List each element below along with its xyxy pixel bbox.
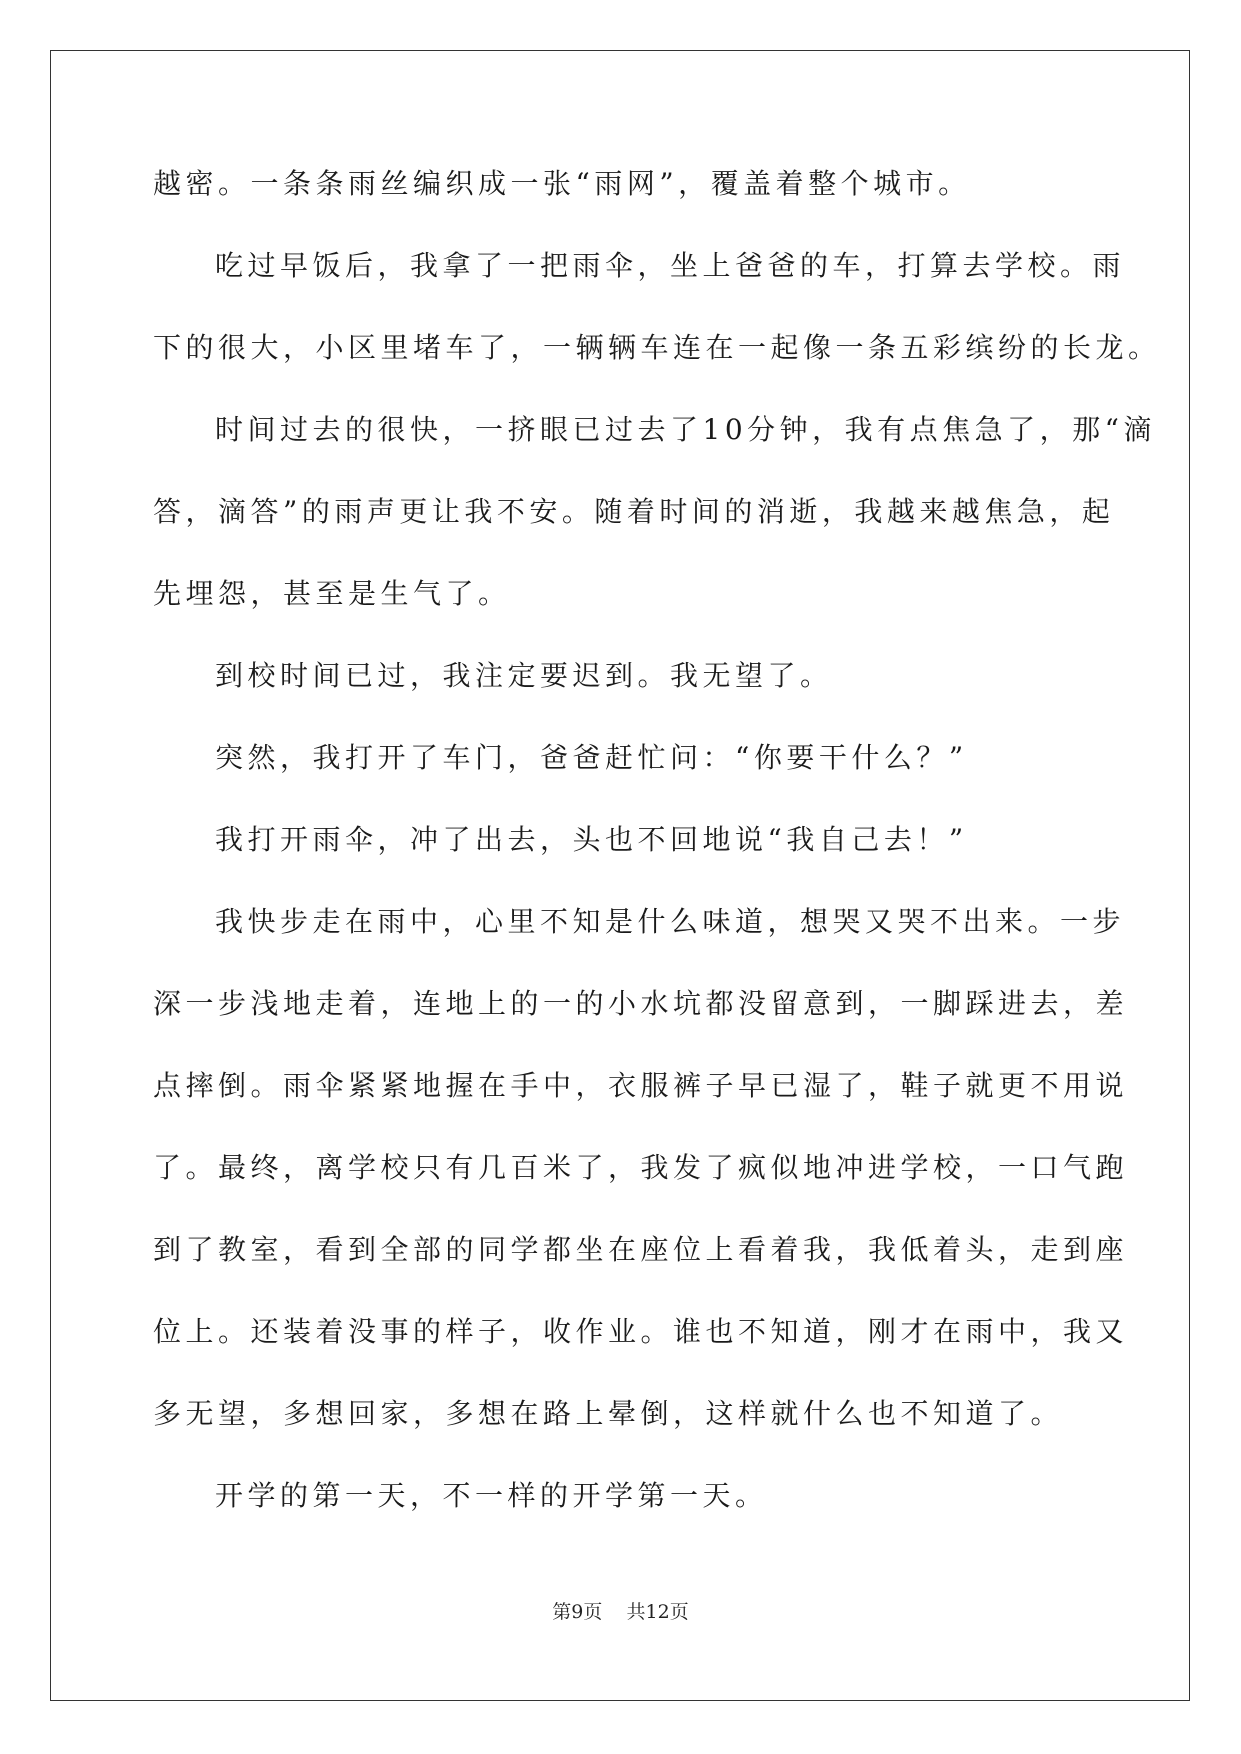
text-line-3: 下的很大，小区里堵车了，一辆辆车连在一起像一条五彩缤纷的长龙。 [153, 331, 1161, 364]
text-line-7: 到校时间已过，我注定要迟到。我无望了。 [215, 659, 833, 692]
text-line-2: 吃过早饭后，我拿了一把雨伞，坐上爸爸的车，打算去学校。雨 [215, 249, 1126, 282]
text-line-11: 深一步浅地走着，连地上的一的小水坑都没留意到，一脚踩进去，差 [153, 987, 1129, 1020]
text-line-1: 越密。一条条雨丝编织成一张“雨网”，覆盖着整个城市。 [153, 167, 971, 200]
text-line-9: 我打开雨伞，冲了出去，头也不回地说“我自己去！” [215, 823, 968, 856]
text-line-6: 先埋怨，甚至是生气了。 [153, 577, 511, 610]
page-number: 第9页 [552, 1601, 603, 1623]
text-line-4: 时间过去的很快，一挤眼已过去了10分钟，我有点焦急了，那“滴 [215, 413, 1156, 446]
text-line-14: 到了教室，看到全部的同学都坐在座位上看着我，我低着头，走到座 [153, 1233, 1129, 1266]
page-footer [0, 1600, 1241, 1624]
page-total: 共12页 [626, 1601, 689, 1623]
text-line-8: 突然，我打开了车门，爸爸赶忙问：“你要干什么？” [215, 741, 968, 774]
document-body [153, 164, 1161, 1558]
text-line-12: 点摔倒。雨伞紧紧地握在手中，衣服裤子早已湿了，鞋子就更不用说 [153, 1069, 1129, 1102]
text-line-10: 我快步走在雨中，心里不知是什么味道，想哭又哭不出来。一步 [215, 905, 1126, 938]
text-line-15: 位上。还装着没事的样子，收作业。谁也不知道，刚才在雨中，我又 [153, 1315, 1129, 1348]
text-line-5: 答，滴答”的雨声更让我不安。随着时间的消逝，我越来越焦急，起 [153, 495, 1115, 528]
text-line-13: 了。最终，离学校只有几百米了，我发了疯似地冲进学校，一口气跑 [153, 1151, 1129, 1184]
text-line-17: 开学的第一天，不一样的开学第一天。 [215, 1479, 768, 1512]
text-line-16: 多无望，多想回家，多想在路上晕倒，这样就什么也不知道了。 [153, 1397, 1064, 1430]
